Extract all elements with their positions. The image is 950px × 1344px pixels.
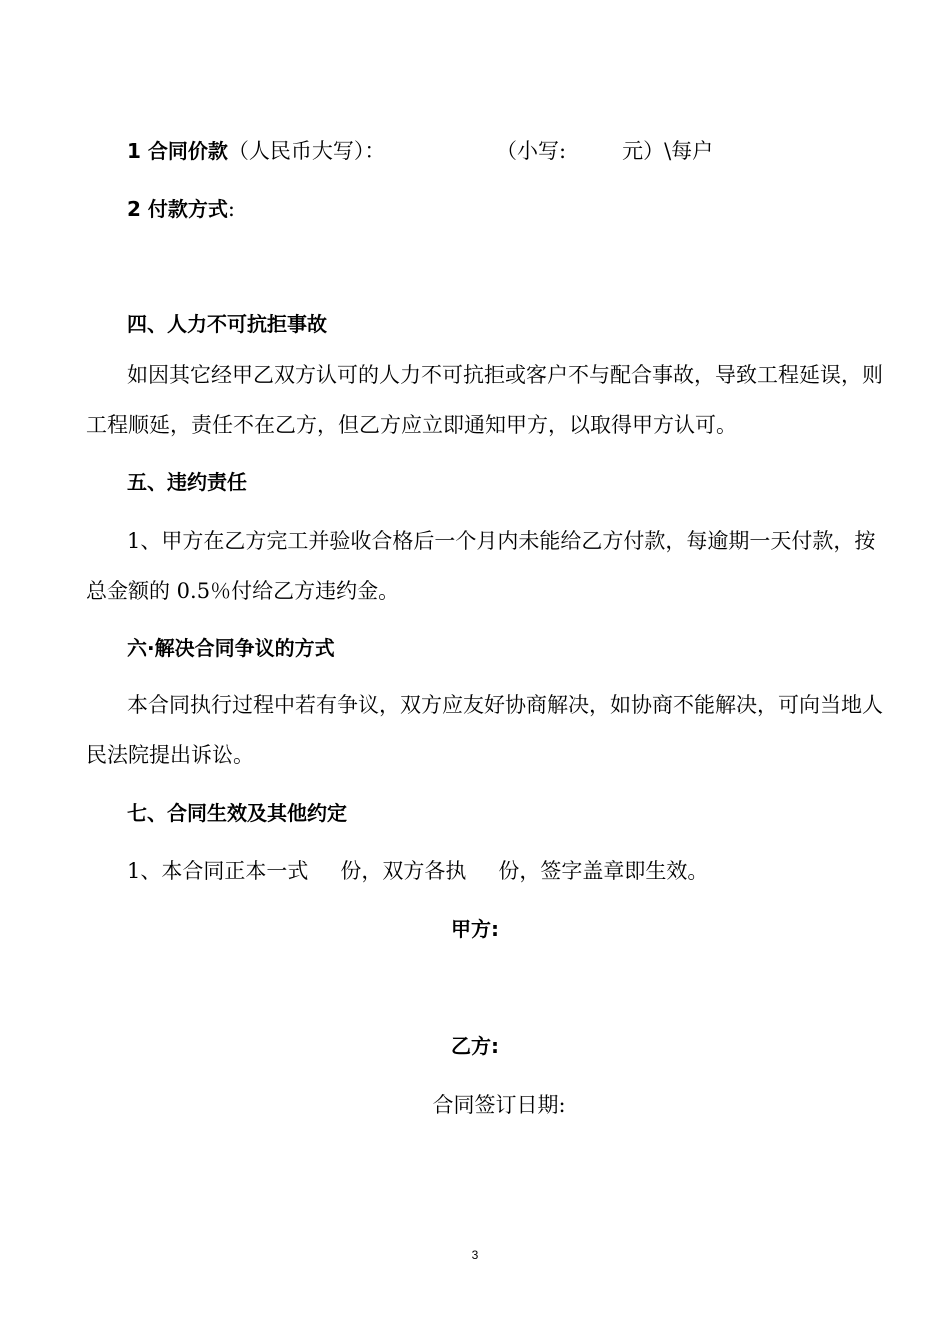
payment-method-colon: :	[227, 197, 235, 221]
contract-price-small-line	[496, 136, 713, 166]
payment-method-line	[127, 194, 235, 224]
section6-heading: 六·解决合同争议的方式	[127, 636, 335, 660]
section7-item1-part-c: 份，签字盖章即生效。	[498, 859, 709, 883]
sign-date-label: 合同签订日期:	[432, 1093, 566, 1117]
party-a-label: 甲方:	[451, 917, 499, 941]
payment-method-label: 2 付款方式	[127, 197, 228, 221]
section7-item1-part-b: 份，双方各执	[340, 859, 467, 883]
section5-para-line2: 总金额的 0.5％付给乙方违约金。	[86, 579, 400, 603]
section5-para-line1: 1、甲方在乙方完工并验收合格后一个月内未能给乙方付款，每逾期一天付款，按	[127, 529, 876, 553]
section7-item1	[127, 856, 708, 886]
section7-heading: 七、合同生效及其他约定	[127, 801, 347, 825]
section5-heading: 五、违约责任	[127, 470, 247, 494]
section6-para-line2: 民法院提出诉讼。	[86, 743, 254, 767]
contract-price-small-label: （小写:	[496, 139, 567, 163]
contract-price-yuan: 元）\每户	[622, 139, 714, 163]
section7-item1-part-a: 1、本合同正本一式	[127, 859, 309, 883]
party-b-label: 乙方:	[451, 1034, 499, 1058]
page-number: 3	[471, 1248, 479, 1262]
contract-price-paren: （人民币大写）：	[227, 139, 386, 163]
section4-heading: 四、人力不可抗拒事故	[127, 312, 327, 336]
contract-price-label: 1 合同价款	[127, 139, 228, 163]
contract-price-line	[127, 136, 385, 166]
section6-para-line1: 本合同执行过程中若有争议，双方应友好协商解决，如协商不能解决，可向当地人	[127, 693, 883, 717]
section4-para-line1: 如因其它经甲乙双方认可的人力不可抗拒或客户不与配合事故，导致工程延误，则	[127, 363, 883, 387]
section4-para-line2: 工程顺延，责任不在乙方，但乙方应立即通知甲方，以取得甲方认可。	[86, 413, 737, 437]
